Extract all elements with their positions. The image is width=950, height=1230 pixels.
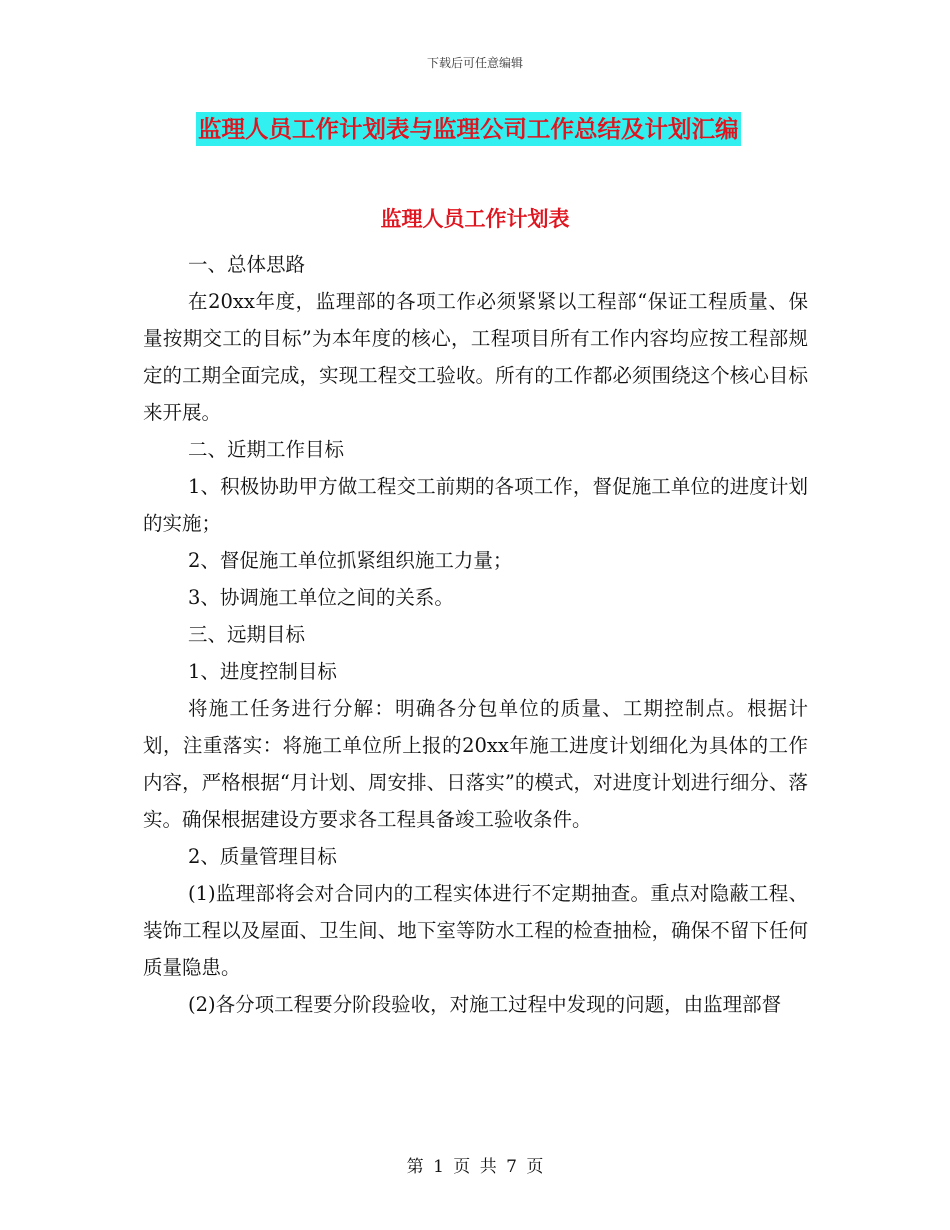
- heading-schedule-control: 1、进度控制目标: [188, 660, 337, 683]
- section-title: 监理人员工作计划表: [380, 207, 570, 231]
- page-footer: 第 1 页 共 7 页: [406, 1157, 544, 1177]
- paragraph-quality-item-1: (1)监理部将会对合同内的工程实体进行不定期抽查。重点对隐蔽工程、装饰工程以及屋面、卫生间、地下室等防水工程的检查抽检，确保不留下任何质量隐患。: [143, 882, 808, 979]
- heading-quality-management: 2、质量管理目标: [188, 845, 337, 868]
- paragraph-short-term-goal-3: 3、协调施工单位之间的关系。: [188, 586, 454, 609]
- heading-long-term-goals: 三、远期目标: [188, 623, 306, 646]
- heading-overall-approach: 一、总体思路: [188, 253, 306, 276]
- document-body: [143, 246, 808, 1023]
- paragraph-short-term-goal-1: 1、积极协助甲方做工程交工前期的各项工作，督促施工单位的进度计划的实施；: [143, 475, 808, 535]
- paragraph-overall-approach: 在20xx年度，监理部的各项工作必须紧紧以工程部“保证工程质量、保量按期交工的目标”为本年度的核心，工程项目所有工作内容均应按工程部规定的工期全面完成，实现工程交工验收。所有的工作都必须围绕这个核心目标来开展。: [143, 290, 808, 424]
- paragraph-short-term-goal-2: 2、督促施工单位抓紧组织施工力量；: [188, 549, 513, 572]
- header-note: 下载后可任意编辑: [426, 56, 523, 70]
- document-title: 监理人员工作计划表与监理公司工作总结及计划汇编: [196, 112, 741, 146]
- paragraph-schedule-control: 将施工任务进行分解：明确各分包单位的质量、工期控制点。根据计划，注重落实：将施工单位所上报的20xx年施工进度计划细化为具体的工作内容，严格根据“月计划、周安排、日落实”的模式，对进度计划进行细分、落实。确保根据建设方要求各工程具备竣工验收条件。: [143, 697, 808, 831]
- heading-short-term-goals: 二、近期工作目标: [188, 438, 345, 461]
- paragraph-quality-item-2: (2)各分项工程要分阶段验收，对施工过程中发现的问题，由监理部督: [188, 993, 782, 1016]
